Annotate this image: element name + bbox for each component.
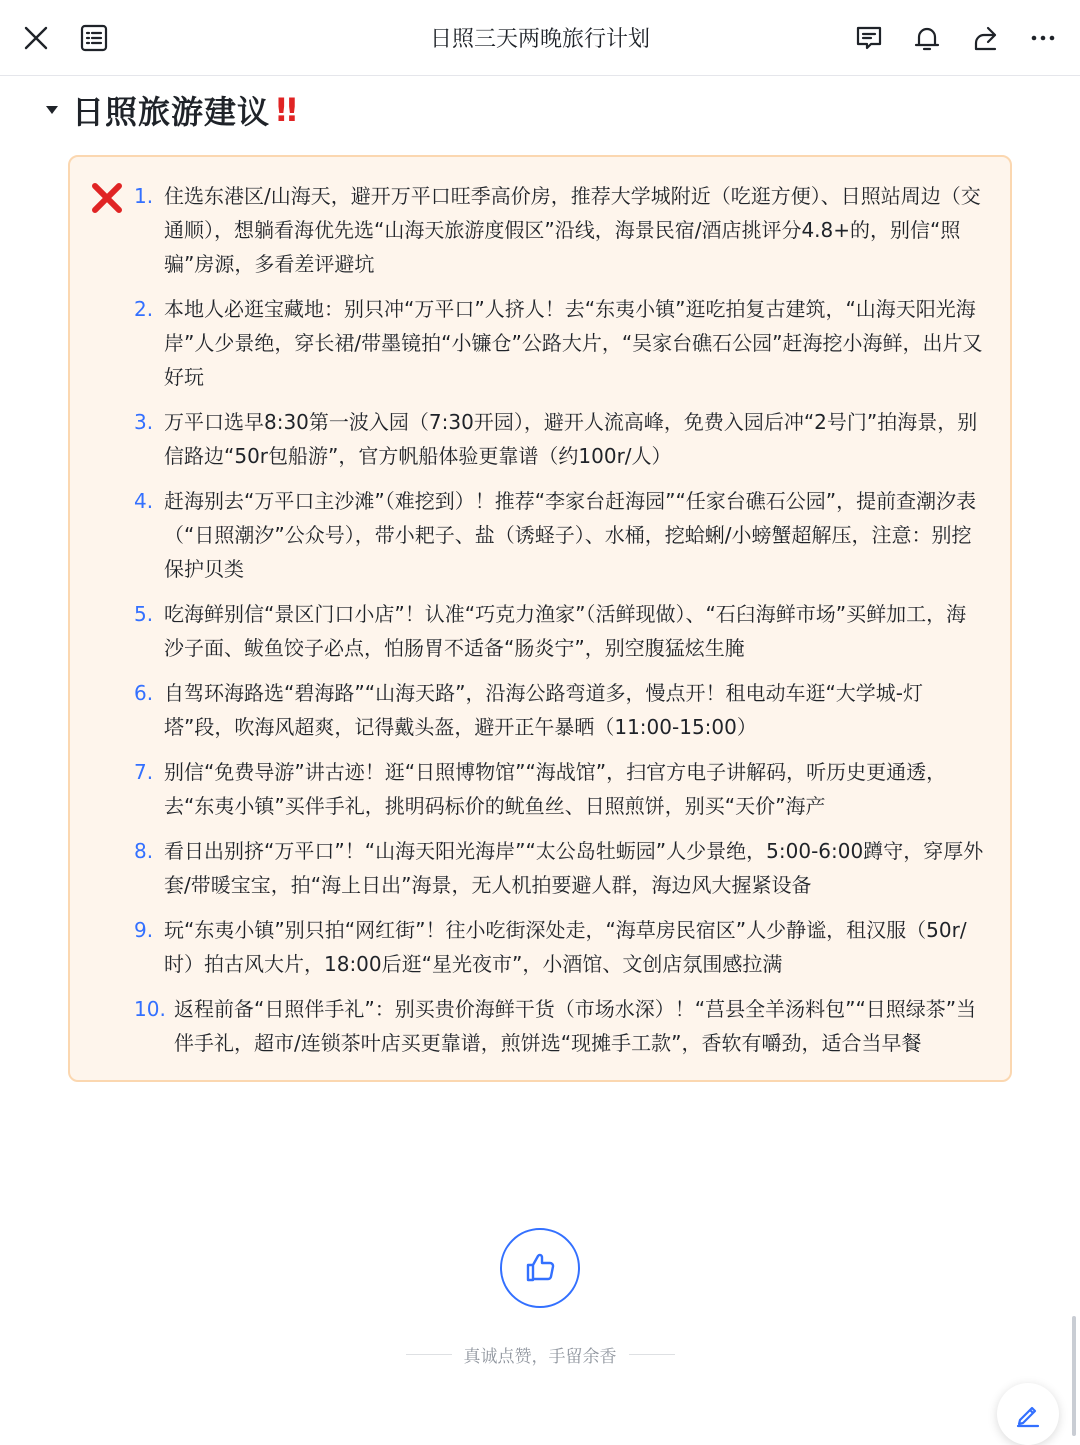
list-item: 9. 玩“东夷小镇”别只拍“网红街”！往小吃街深处走，“海草房民宿区”人少静谧，租汉服（50r/时）拍古风大片，18:00后逛“星光夜市”，小酒馆、文创店氛围感拉满 — [134, 918, 967, 976]
list-item: 6. 自驾环海路选“碧海路”“山海天路”，沿海公路弯道多，慢点开！租电动车逛“大学城-灯塔”段，吹海风超爽，记得戴头盔，避开正午暴晒（11:00-15:00） — [134, 681, 924, 739]
collapse-caret-icon[interactable] — [44, 101, 62, 119]
like-button[interactable] — [500, 1228, 580, 1308]
thumbs-up-icon — [522, 1250, 558, 1286]
list-item: 2. 本地人必逛宝藏地：别只冲“万平口”人挤人！去“东夷小镇”逛吃拍复古建筑，“山海天阳光海岸”人少景绝，穿长裙/带墨镜拍“小镰仓”公路大片，“吴家台礁石公园”赶海挖小海鲜，出片又好玩 — [134, 297, 983, 389]
edit-pencil-icon — [1014, 1400, 1042, 1428]
list-item: 3. 万平口选早8:30第一波入园（7:30开园），避开人流高峰，免费入园后冲“2号门”拍海景，别信路边“50r包船游”，官方帆船体验更靠谱（约100r/人） — [134, 410, 978, 468]
list-item: 1. 住选东港区/山海天，避开万平口旺季高价房，推荐大学城附近（吃逛方便）、日照站周边（交通顺），想躺看海优先选“山海天旅游度假区”沿线，海景民宿/酒店挑评分4.8+的，别信“照骗”房源，多看差评避坑 — [134, 184, 981, 276]
section-heading — [44, 88, 295, 132]
list-item: 4. 赶海别去“万平口主沙滩”（难挖到）！推荐“李家台赶海园”“任家台礁石公园”，提前查潮汐表（“日照潮汐”公众号），带小耙子、盐（诱蛏子）、水桶，挖蛤蜊/小螃蟹超解压，注意：别挖保护贝类 — [134, 489, 977, 581]
tips-list — [134, 179, 986, 1071]
caption-text: 真诚点赞，手留余香 — [463, 1347, 617, 1367]
scrollbar[interactable] — [1072, 1316, 1076, 1436]
divider — [406, 1354, 452, 1355]
heading-text: 日照旅游建议 — [72, 93, 271, 131]
divider — [629, 1354, 675, 1355]
top-bar — [0, 0, 1080, 76]
comment-icon[interactable] — [845, 14, 893, 62]
share-icon[interactable] — [961, 14, 1009, 62]
like-caption — [0, 1342, 1080, 1367]
bell-icon[interactable] — [903, 14, 951, 62]
edit-button[interactable] — [997, 1383, 1059, 1445]
page-title: 日照三天两晚旅行计划 — [429, 27, 650, 52]
list-item: 8. 看日出别挤“万平口”！“山海天阳光海岸”“太公岛牡蛎园”人少景绝，5:00-6:00蹲守，穿厚外套/带暖宝宝，拍“海上日出”海景，无人机拍要避人群，海边风大握紧设备 — [134, 839, 984, 897]
list-item: 10. 返程前备“日照伴手礼”：别买贵价海鲜干货（市场水深）！“莒县全羊汤料包”“日照绿茶”当伴手礼，超市/连锁茶叶店买更靠谱，煎饼选“现摊手工款”，香软有嚼劲，适合当早餐 — [134, 997, 977, 1055]
double-exclamation-mark: !! — [274, 91, 296, 129]
red-cross-icon — [90, 181, 124, 215]
more-icon[interactable] — [1019, 14, 1067, 62]
list-item: 7. 别信“免费导游”讲古迹！逛“日照博物馆”“海战馆”，扫官方电子讲解码，听历史更通透，去“东夷小镇”买伴手礼，挑明码标价的鱿鱼丝、日照煎饼，别买“天价”海产 — [134, 760, 947, 818]
tips-callout — [68, 155, 1012, 1082]
list-item: 5. 吃海鲜别信“景区门口小店”！认准“巧克力渔家”（活鲜现做）、“石臼海鲜市场”买鲜加工，海沙子面、鲅鱼饺子必点，怕肠胃不适备“肠炎宁”，别空腹猛炫生腌 — [134, 602, 967, 660]
